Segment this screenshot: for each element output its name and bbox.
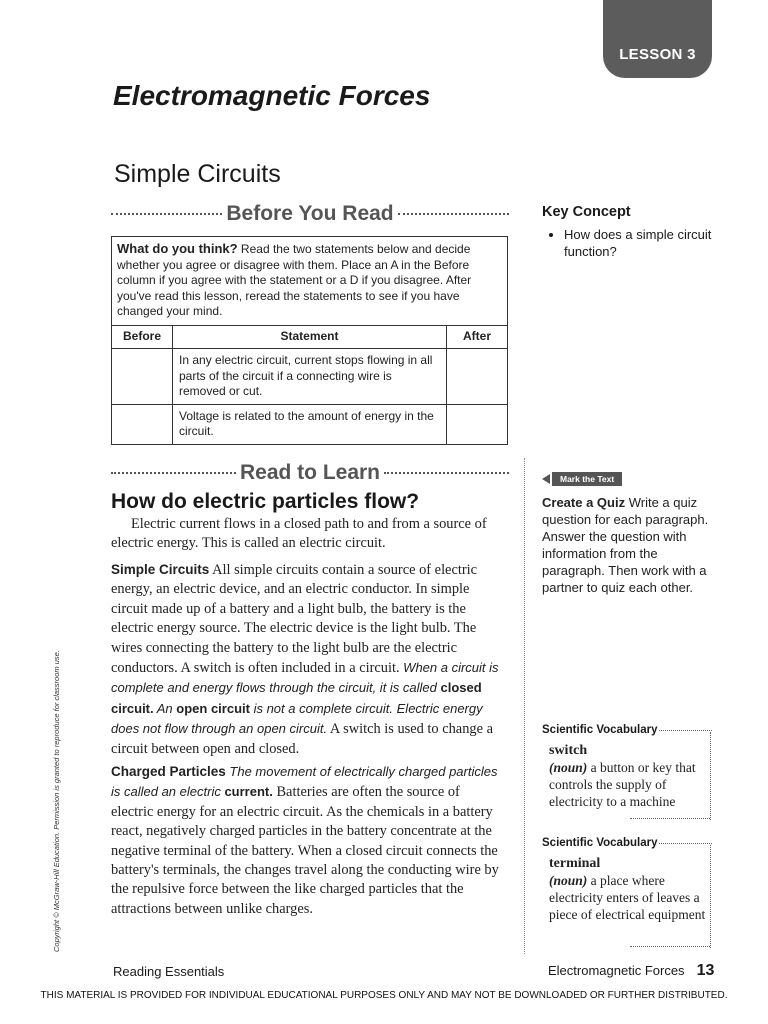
charged-italic: The movement of electrically charged particles is called an electric [111, 764, 498, 800]
simple-circuits-head: Simple Circuits [111, 562, 210, 577]
vocab-label [542, 837, 712, 849]
lesson-tab [603, 0, 712, 78]
after-column-header: After [447, 326, 508, 349]
statement-column-header: Statement [173, 326, 447, 349]
simple-italic-2: An [153, 700, 177, 716]
section-heading-label: Read to Learn [239, 461, 381, 484]
mark-the-text-tag [542, 472, 622, 486]
page-number: 13 [696, 962, 715, 979]
dotted-rule [398, 213, 509, 215]
before-column-header: Before [112, 326, 173, 349]
dotted-rule [111, 472, 236, 474]
vocab-definition: a place where electricity enters of leaves a piece of electrical equipment [549, 873, 706, 922]
table-header-row [112, 326, 508, 349]
create-quiz-note [542, 494, 712, 596]
key-concept-list [550, 226, 714, 260]
vocab-border [630, 818, 710, 819]
after-answer-cell[interactable] [447, 404, 508, 444]
charged-particles-paragraph [111, 762, 503, 919]
simple-end: A switch is used to change a circuit between open and closed. [111, 721, 493, 757]
key-concept-item: • How does a simple circuit function? [564, 226, 714, 260]
what-do-you-think-box [111, 236, 508, 326]
simple-circuits-text: All simple circuits contain a source of electric energy, an electric device, and an electric conductor. In simple circuit made up of a battery and a light bulb, the battery is the electric energy source. The electric device is the light bulb. The wires connecting the battery to the light bulb are the electric conductors. A switch is often included in a circuit. [111, 562, 478, 677]
statement-cell: Voltage is related to the amount of energy in the circuit. [173, 404, 447, 444]
vocab-term: switch [549, 743, 588, 758]
key-concept-title: Key Concept [542, 204, 631, 220]
mark-the-text-label: Mark the Text [552, 472, 622, 486]
lesson-label: LESSON 3 [619, 46, 696, 63]
simple-italic-3: is not a complete circuit. Electric energy does not flow through an open circuit. [111, 700, 483, 737]
before-answer-cell[interactable] [112, 404, 173, 444]
distribution-disclaimer: THIS MATERIAL IS PROVIDED FOR INDIVIDUAL EDUCATIONAL PURPOSES ONLY AND MAY NOT BE DOWNLOADED OR FURTHER DISTRIBUTED. [40, 990, 728, 1001]
vocab-term: terminal [549, 856, 601, 871]
closed-circuit-term: closed circuit. [111, 680, 482, 716]
vocab-card-switch [549, 742, 711, 810]
chapter-title: Electromagnetic Forces [113, 80, 431, 111]
vocab-label-text: Scientific Vocabulary [542, 724, 658, 736]
charged-particles-head: Charged Particles [111, 764, 226, 779]
current-term: current. [224, 784, 273, 800]
vocab-label [542, 724, 712, 736]
charged-text: Batteries are often the source of electric energy for an electric circuit. As the chemicals in a battery react, negatively charged particles in the battery concentrate at the negative terminal of the battery. When a closed circuit connects the battery's terminals, the changes travel along the conducting wire by the repulsive force between the like charged particles that the attractions between unlike charges. [111, 784, 499, 917]
footer-book-title: Reading Essentials [113, 964, 225, 979]
statement-cell: In any electric circuit, current stops flowing in all parts of the circuit if a connecting wire is removed or cut. [173, 349, 447, 405]
after-answer-cell[interactable] [447, 349, 508, 405]
vocab-label-text: Scientific Vocabulary [542, 837, 658, 849]
before-you-read-heading [111, 202, 509, 226]
column-divider [524, 458, 525, 954]
create-quiz-head: Create a Quiz [542, 495, 626, 510]
create-quiz-text: Write a quiz question for each paragraph. Answer the question with information from the paragraph. Then work with a partner to quiz each other. [542, 495, 709, 595]
dotted-rule [384, 472, 509, 474]
dotted-rule [659, 730, 712, 731]
question-heading: How do electric particles flow? [111, 490, 420, 513]
vocab-definition: a button or key that controls the supply of electricity to a machine [549, 760, 696, 809]
anticipation-table [111, 325, 508, 445]
simple-italic-1: When a circuit is complete and energy flows through the circuit, it is called [111, 660, 499, 696]
vocab-pos: (noun) [549, 873, 588, 888]
simple-circuits-paragraph [111, 560, 503, 759]
dotted-rule [659, 843, 712, 844]
footer-chapter [548, 962, 714, 980]
before-answer-cell[interactable] [112, 349, 173, 405]
section-heading-label: Before You Read [226, 202, 394, 225]
lesson-title: Simple Circuits [114, 160, 281, 188]
table-row [112, 349, 508, 405]
intro-text: Read the two statements below and decide whether you agree or disagree with them. Place an A in the Before column if you agree with the statement or a D if you disagree. After you've read this lesson, reread the statements to see if you have changed your mind. [117, 242, 472, 318]
intro-bold: What do you think? [117, 241, 238, 256]
footer-chapter-title: Electromagnetic Forces [548, 963, 685, 978]
pencil-tip-icon [542, 474, 550, 484]
vocab-card-terminal [549, 855, 711, 923]
copyright-notice: Copyright © McGraw-Hill Education. Permission is granted to reproduce for classroom use. [52, 650, 61, 952]
vocab-pos: (noun) [549, 760, 588, 775]
open-circuit-term: open circuit [176, 700, 250, 716]
table-row [112, 404, 508, 444]
dotted-rule [111, 213, 222, 215]
vocab-border [630, 946, 710, 947]
intro-paragraph: Electric current flows in a closed path to and from a source of electric energy. This is called an electric circuit. [111, 516, 487, 552]
read-to-learn-heading [111, 461, 509, 485]
